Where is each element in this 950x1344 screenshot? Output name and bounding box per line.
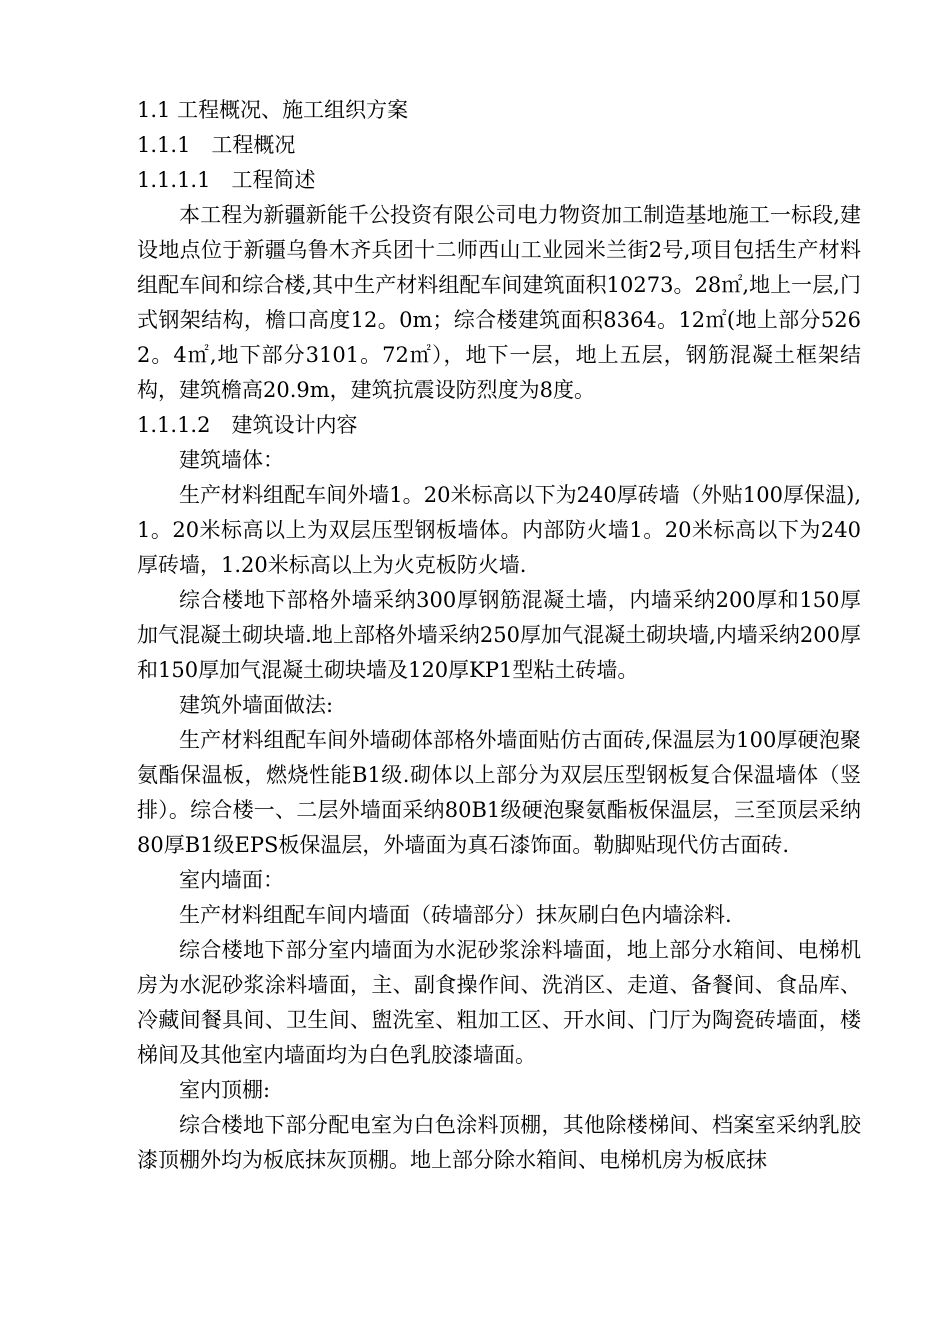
- section-heading-1-1-1-2: 1.1.1.2 建筑设计内容: [137, 413, 358, 437]
- subheading-ceiling: 室内顶棚:: [179, 1078, 271, 1102]
- document-body: [137, 93, 861, 1178]
- paragraph-overview: 本工程为新疆新能千公投资有限公司电力物资加工制造基地施工一标段,建设地点位于新疆乌鲁木齐兵团十二师西山工业园米兰街2号,项目包括生产材料组配车间和综合楼,其中生产材料组配车间建筑面积10273。28㎡,地上一层,门式钢架结构，檐口高度12。0m；综合楼建筑面积8364。12㎡(地上部分5262。4㎡,地下部分3101。72㎡），地下一层，地上五层，钢筋混凝土框架结构，建筑檐高20.9m，建筑抗震设防烈度为8度。: [137, 203, 861, 402]
- section-heading-1-1-1-1: 1.1.1.1 工程简述: [137, 168, 316, 192]
- paragraph-ceiling-1: 综合楼地下部分配电室为白色涂料顶棚，其他除楼梯间、档案室采纳乳胶漆顶棚外均为板底抹灰顶棚。地上部分除水箱间、电梯机房为板底抹: [137, 1113, 861, 1172]
- paragraph-wall-2: 综合楼地下部格外墙采纳300厚钢筋混凝土墙，内墙采纳200厚和150厚加气混凝土砌块墙.地上部格外墙采纳250厚加气混凝土砌块墙,内墙采纳200厚和150厚加气混凝土砌块墙及120厚KP1型粘土砖墙。: [137, 588, 861, 682]
- subheading-exterior: 建筑外墙面做法:: [179, 693, 334, 717]
- paragraph-exterior-1: 生产材料组配车间外墙砌体部格外墙面贴仿古面砖,保温层为100厚硬泡聚氨酯保温板，燃烧性能B1级.砌体以上部分为双层压型钢板复合保温墙体（竖排）。综合楼一、二层外墙面采纳80B1级硬泡聚氨酯板保温层，三至顶层采纳80厚B1级EPS板保温层，外墙面为真石漆饰面。勒脚贴现代仿古面砖.: [137, 728, 861, 857]
- paragraph-wall-1: 生产材料组配车间外墙1。20米标高以下为240厚砖墙（外贴100厚保温),1。20米标高以上为双层压型钢板墙体。内部防火墙1。20米标高以下为240厚砖墙，1.20米标高以上为火克板防火墙.: [137, 483, 861, 577]
- paragraph-interior-1: 生产材料组配车间内墙面（砖墙部分）抹灰刷白色内墙涂料.: [179, 903, 732, 927]
- section-heading-1-1: 1.1 工程概况、施工组织方案: [137, 98, 409, 122]
- paragraph-interior-2: 综合楼地下部分室内墙面为水泥砂浆涂料墙面，地上部分水箱间、电梯机房为水泥砂浆涂料墙面，主、副食操作间、洗消区、走道、备餐间、食品库、冷藏间餐具间、卫生间、盥洗室、粗加工区、开水间、门厅为陶瓷砖墙面，楼梯间及其他室内墙面均为白色乳胶漆墙面。: [137, 938, 861, 1067]
- subheading-wall: 建筑墙体：: [179, 448, 284, 472]
- section-heading-1-1-1: 1.1.1 工程概况: [137, 133, 296, 157]
- subheading-interior: 室内墙面：: [179, 868, 284, 892]
